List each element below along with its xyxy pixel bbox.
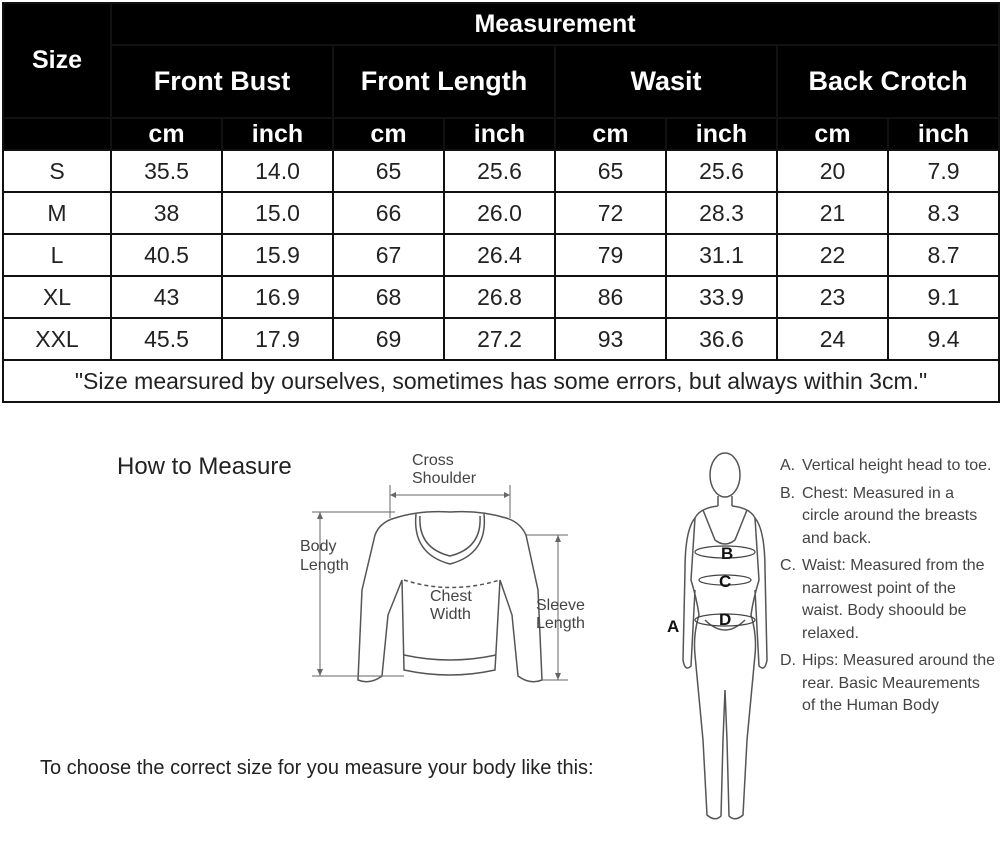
group-header-waist: Wasit (555, 45, 777, 118)
note-letter: A. (780, 457, 796, 474)
table-row (3, 276, 999, 318)
size-note: "Size mearsured by ourselves, sometimes has some errors, but always within 3cm." (3, 360, 999, 402)
note-text: Hips: Measured around the rear. Basic Meaurements of the Human Body (802, 652, 995, 714)
letter-b: B (721, 544, 734, 563)
size-chart-table (2, 2, 1000, 403)
table-cell: 67 (333, 234, 444, 276)
table-cell: 17.9 (222, 318, 333, 360)
note-letter: D. (780, 652, 796, 669)
label-body: Body (300, 538, 337, 555)
note-chest (780, 483, 995, 551)
letter-c: C (719, 572, 732, 591)
size-cell: XL (3, 276, 111, 318)
table-cell: 66 (333, 192, 444, 234)
table-note-row (3, 360, 999, 402)
unit-header: inch (888, 118, 999, 150)
human-body-outline (683, 453, 767, 819)
note-letter: C. (780, 557, 796, 574)
table-cell: 38 (111, 192, 222, 234)
group-header-back-crotch: Back Crotch (777, 45, 999, 118)
label-chest-width: Width (430, 606, 471, 623)
table-cell: 79 (555, 234, 666, 276)
table-cell: 21 (777, 192, 888, 234)
unit-header: inch (222, 118, 333, 150)
size-cell: XXL (3, 318, 111, 360)
label-cross: Cross (412, 452, 454, 469)
group-header-front-length: Front Length (333, 45, 555, 118)
table-cell: 27.2 (444, 318, 555, 360)
table-cell: 69 (333, 318, 444, 360)
label-sleeve: Sleeve (536, 597, 585, 614)
note-hips (780, 650, 995, 718)
label-shoulder: Shoulder (412, 470, 477, 487)
table-row (3, 192, 999, 234)
table-cell: 26.0 (444, 192, 555, 234)
table-cell: 43 (111, 276, 222, 318)
how-to-measure-title: How to Measure (117, 453, 292, 480)
table-cell: 14.0 (222, 150, 333, 192)
table-cell: 36.6 (666, 318, 777, 360)
table-cell: 65 (333, 150, 444, 192)
table-row (3, 234, 999, 276)
garment-diagram (290, 440, 620, 720)
table-cell: 15.9 (222, 234, 333, 276)
table-cell: 65 (555, 150, 666, 192)
table-cell: 8.7 (888, 234, 999, 276)
unit-header: inch (444, 118, 555, 150)
table-cell: 45.5 (111, 318, 222, 360)
table-cell: 9.1 (888, 276, 999, 318)
table-cell: 15.0 (222, 192, 333, 234)
letter-d: D (719, 610, 732, 629)
note-text: Waist: Measured from the narrowest point of the waist. Body shoould be relaxed. (802, 557, 985, 642)
body-figure-diagram (655, 440, 780, 840)
table-cell: 26.8 (444, 276, 555, 318)
table-cell: 33.9 (666, 276, 777, 318)
dimension-arrowheads (317, 492, 561, 680)
table-cell: 22 (777, 234, 888, 276)
table-cell: 25.6 (666, 150, 777, 192)
measurement-header: Measurement (111, 3, 999, 45)
measurement-notes (780, 455, 995, 723)
table-cell: 31.1 (666, 234, 777, 276)
label-chest: Chest (430, 588, 472, 605)
table-row (3, 150, 999, 192)
table-cell: 93 (555, 318, 666, 360)
dimension-lines (312, 485, 568, 680)
table-row (3, 318, 999, 360)
table-cell: 24 (777, 318, 888, 360)
size-column-header: Size (3, 3, 111, 118)
group-header-front-bust: Front Bust (111, 45, 333, 118)
table-cell: 20 (777, 150, 888, 192)
table-cell: 7.9 (888, 150, 999, 192)
table-cell: 28.3 (666, 192, 777, 234)
table-cell: 16.9 (222, 276, 333, 318)
note-letter: B. (780, 484, 796, 502)
table-cell: 26.4 (444, 234, 555, 276)
table-cell: 35.5 (111, 150, 222, 192)
label-body-length: Length (300, 557, 349, 574)
note-height (780, 455, 995, 478)
table-cell: 72 (555, 192, 666, 234)
table-cell: 40.5 (111, 234, 222, 276)
note-text: Chest: Measured in a circle around the breasts and back. (802, 484, 978, 547)
choose-size-instruction: To choose the correct size for you measure your body like this: (40, 757, 594, 779)
unit-header: cm (333, 118, 444, 150)
table-cell: 8.3 (888, 192, 999, 234)
size-cell: S (3, 150, 111, 192)
note-text: Vertical height head to toe. (802, 457, 992, 474)
note-waist (780, 555, 995, 645)
label-sleeve-length: Length (536, 615, 585, 632)
letter-a: A (667, 617, 680, 636)
table-cell: 23 (777, 276, 888, 318)
table-cell: 86 (555, 276, 666, 318)
table-cell: 68 (333, 276, 444, 318)
size-unit-blank (3, 118, 111, 150)
unit-header: inch (666, 118, 777, 150)
table-cell: 25.6 (444, 150, 555, 192)
unit-header: cm (555, 118, 666, 150)
table-cell: 9.4 (888, 318, 999, 360)
unit-header: cm (111, 118, 222, 150)
size-cell: M (3, 192, 111, 234)
unit-header: cm (777, 118, 888, 150)
size-cell: L (3, 234, 111, 276)
